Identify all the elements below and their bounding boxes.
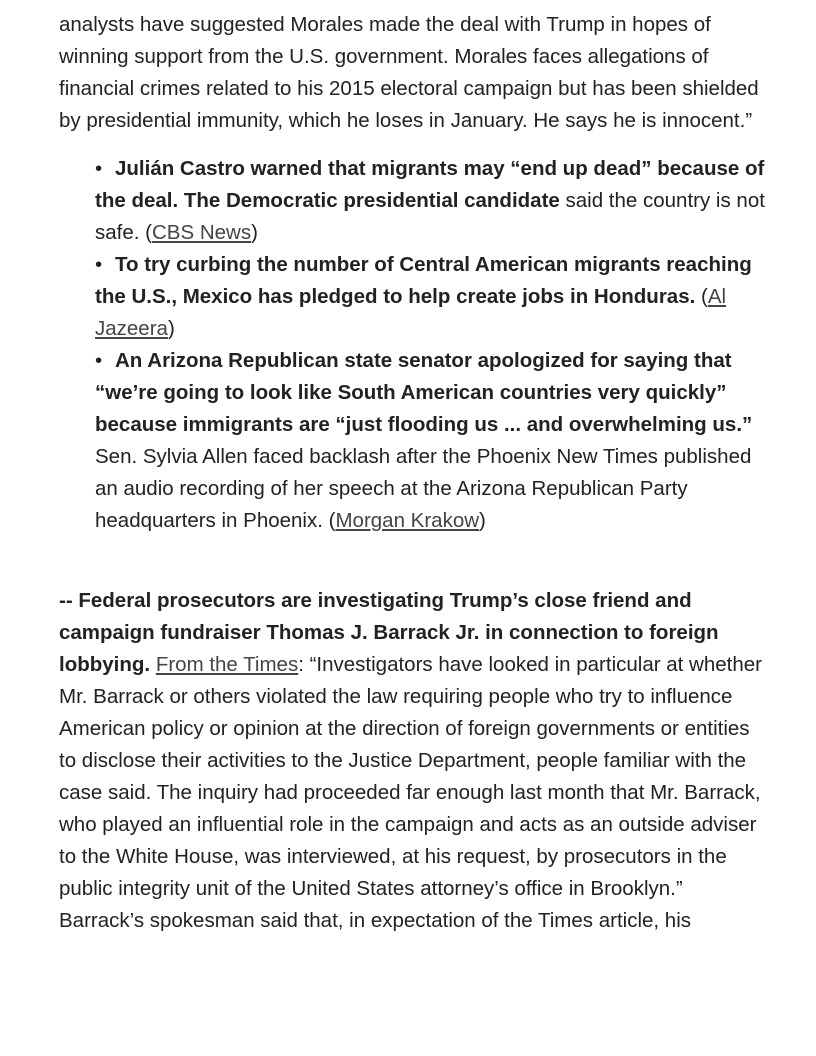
bullet-text: ( [695, 285, 708, 308]
source-link-al-jazeera[interactable]: Al Jazeera [95, 285, 727, 340]
news-bullet-list [95, 153, 771, 537]
bullet-headline: An Arizona Republican state senator apologized for saying that “we’re going to look like South American countries very quickly” because immigrants are “just flooding us ... and overwhelming us.” [95, 349, 753, 436]
bullet-headline: Julián Castro warned that migrants may “end up dead” because of the deal. The Democratic presidential candidate [95, 157, 765, 212]
article-body [59, 9, 771, 937]
bullet-text-end: ) [167, 317, 175, 340]
bullet-text-end: ) [479, 509, 486, 532]
section-headline: -- Federal prosecutors are investigating Trump’s close friend and campaign fundraiser Thomas J. Barrack Jr. in connection to foreign lobbying. [59, 589, 719, 676]
bullet-dot: • [95, 253, 103, 276]
bullet-headline: To try curbing the number of Central American migrants reaching the U.S., Mexico has pledged to help create jobs in Honduras. [95, 253, 752, 308]
bullet-item-honduras [95, 249, 771, 345]
bullet-dot: • [95, 349, 103, 372]
source-link-cbs-news[interactable]: CBS News [151, 221, 252, 244]
intro-paragraph: analysts have suggested Morales made the deal with Trump in hopes of winning support from the U.S. government. Morales faces allegations of financial crimes related to his 2015 electoral campaign but has been shielded by presidential immunity, which he loses in January. He says he is innocent.” [59, 13, 759, 132]
bullet-item-castro [95, 153, 771, 249]
bullet-text: Sen. Sylvia Allen faced backlash after the Phoenix New Times published an audio recording of her speech at the Arizona Republican Party headquarters in Phoenix. ( [95, 445, 752, 532]
bullet-text-end: ) [251, 221, 258, 244]
source-link-morgan-krakow[interactable]: Morgan Krakow [335, 509, 480, 532]
bullet-text: said the country is not safe. ( [95, 189, 765, 244]
barrack-section-paragraph [59, 585, 771, 937]
bullet-dot: • [95, 157, 103, 180]
bullet-item-arizona [95, 345, 771, 537]
source-link-from-the-times[interactable]: From the Times [155, 653, 299, 676]
section-text: : “Investigators have looked in particular at whether Mr. Barrack or others violated the law requiring people who try to influence American policy or opinion at the direction of foreign governments or entities to disclose their activities to the Justice Department, people familiar with the case said. The inquiry had proceeded far enough last month that Mr. Barrack, who played an influential role in the campaign and acts as an outside adviser to the White House, was interviewed, at his request, by prosecutors in the public integrity unit of the United States attorney’s office in Brooklyn.” Barrack’s spokesman said that, in expectation of the Times article, his [59, 653, 762, 932]
